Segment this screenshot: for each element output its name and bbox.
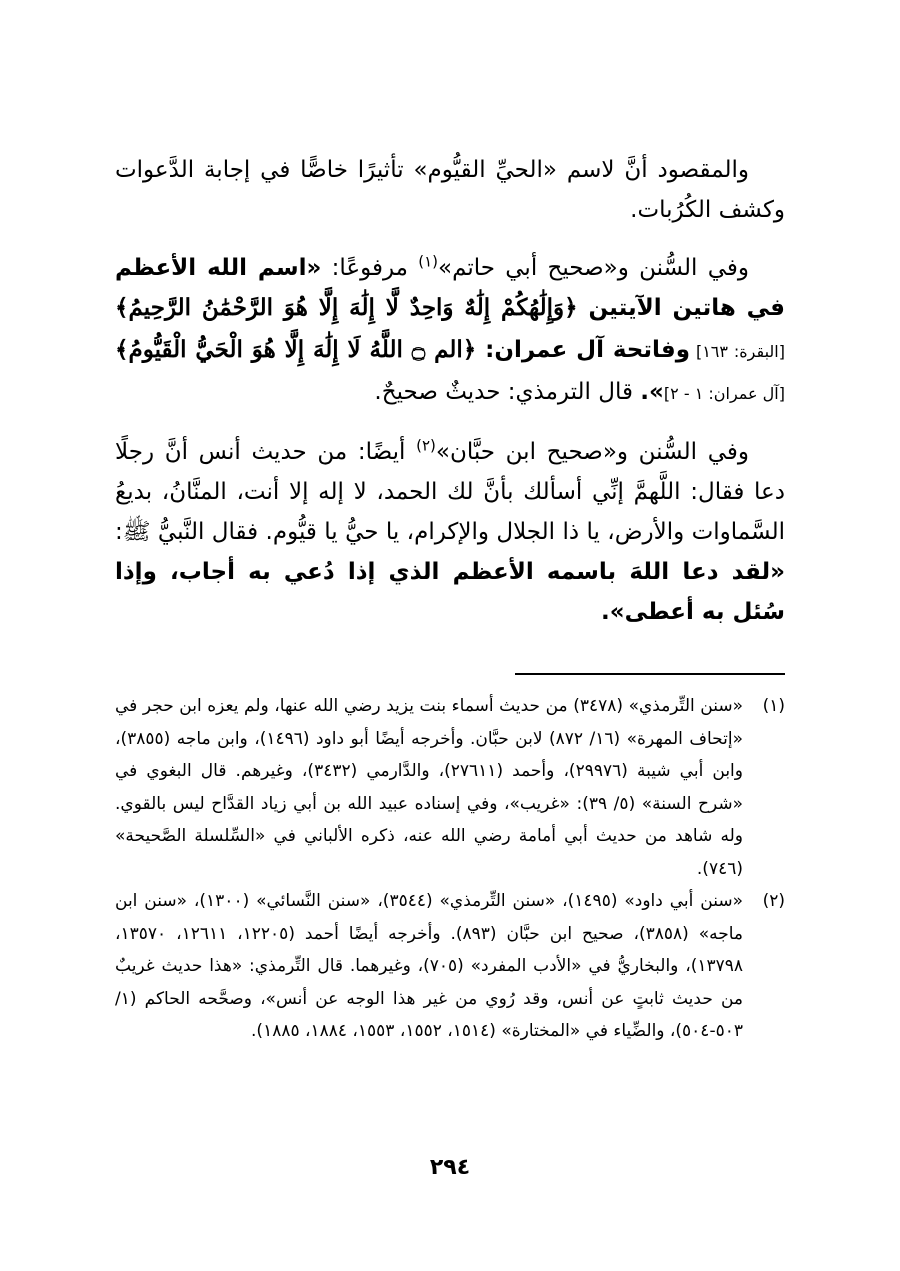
footnote-2: [115, 885, 785, 1048]
hadith-text-2: وفاتحة آل عمران:: [476, 337, 690, 363]
footnote-marker-1[interactable]: (١): [418, 252, 438, 271]
hadith-quote: «لقد دعا اللهَ باسمه الأعظم الذي إذا دُعي به أجاب، وإذا سُئل به أعطى».: [115, 559, 785, 625]
paragraph-3-part-2: أيضًا: من حديث أنس أنَّ رجلًا دعا فقال: اللَّهمَّ إنِّي أسألك بأنَّ لك الحمد، لا إله إلا أنت، المنَّانُ، بديعُ السَّماوات والأرض، يا ذا الجلال والإكرام، يا حيُّ يا قيُّوم. فقال النَّبيُّ ﷺ:: [115, 439, 785, 545]
book-page: [115, 150, 785, 1250]
paragraph-2-part-3: قال الترمذي: حديثٌ صحيحٌ.: [374, 379, 641, 405]
main-text: [115, 150, 785, 632]
footnote-1-text: «سنن التِّرمذي» (٣٤٧٨) من حديث أسماء بنت يزيد رضي الله عنها، ولم يعزه ابن حجر في «إتحاف المهرة» (١٦/ ٨٧٢) لابن حبَّان. وأخرجه أيضًا أبو داود (١٤٩٦)، وابن ماجه (٣٨٥٥)، وابن أبي شيبة (٢٩٩٧٦)، وأحمد (٢٧٦١١)، والدَّارمي (٣٤٣٢)، وغيرهم. قال البغوي في «شرح السنة» (٥/ ٣٩): «غريب»، وفي إسناده عبيد الله بن أبي زياد القدَّاح ليس بالقوي. وله شاهد من حديث أبي أمامة رضي الله عنه، ذكره الألباني في «السِّلسلة الصَّحيحة» (٧٤٦).: [115, 696, 744, 879]
paragraph-1-text: والمقصود أنَّ لاسم «الحيِّ القيُّوم» تأثيرًا خاصًّا في إجابة الدَّعوات وكشف الكُرُبات.: [115, 157, 785, 223]
verse-reference-baqarah: [البقرة: ١٦٣]: [690, 342, 785, 361]
hadith-text-1: «اسم الله الأعظم في هاتين الآيتين: [115, 255, 785, 321]
footnote-1: [115, 690, 785, 885]
footnote-2-number: (٢): [762, 891, 785, 911]
footnote-2-text: «سنن أبي داود» (١٤٩٥)، «سنن التِّرمذي» (٣٥٤٤)، «سنن النَّسائي» (١٣٠٠)، «سنن ابن ماجه» (٣٨٥٨)، صحيح ابن حبَّان (٨٩٣). وأخرجه أيضًا أحمد (١٢٢٠٥، ١٢٦١١، ١٣٥٧٠، ١٣٧٩٨)، والبخاريُّ في «الأدب المفرد» (٧٠٥)، وغيرهما. قال التِّرمذي: «هذا حديث غريبٌ من حديث ثابتٍ عن أنس، وقد رُوي من غير هذا الوجه عن أنس»، وصحَّحه الحاكم (١/ ٥٠٣-٥٠٤)، والضِّياء في «المختارة» (١٥١٤، ١٥٥٢، ١٥٥٣، ١٨٨٤، ١٨٨٥).: [115, 891, 744, 1041]
footnote-1-number: (١): [762, 696, 785, 716]
paragraph-2-part-1: وفي السُّنن و«صحيح أبي حاتم»: [438, 255, 749, 281]
page-number: ٢٩٤: [429, 1155, 471, 1180]
paragraph-1: [115, 150, 785, 230]
paragraph-2: [115, 248, 785, 414]
quran-verse-al-imran: ﴿الم ۝ اللَّهُ لَا إِلَٰهَ إِلَّا هُوَ الْحَيُّ الْقَيُّومُ﴾: [115, 336, 477, 363]
paragraph-3-part-1: وفي السُّنن و«صحيح ابن حبَّان»: [435, 439, 749, 465]
quran-verse-baqarah: ﴿وَإِلَٰهُكُمْ إِلَٰهٌ وَاحِدٌ لَّا إِلَٰهَ إِلَّا هُوَ الرَّحْمَٰنُ الرَّحِيمُ﴾: [115, 294, 578, 321]
footnote-marker-2[interactable]: (٢): [416, 436, 436, 455]
paragraph-2-part-2: مرفوعًا:: [321, 255, 419, 281]
hadith-text-3: ».: [640, 379, 664, 405]
footnote-separator: [515, 673, 785, 675]
footnotes: [115, 690, 785, 1048]
verse-reference-al-imran: [آل عمران: ١ - ٢]: [663, 384, 785, 403]
paragraph-3: [115, 432, 785, 632]
